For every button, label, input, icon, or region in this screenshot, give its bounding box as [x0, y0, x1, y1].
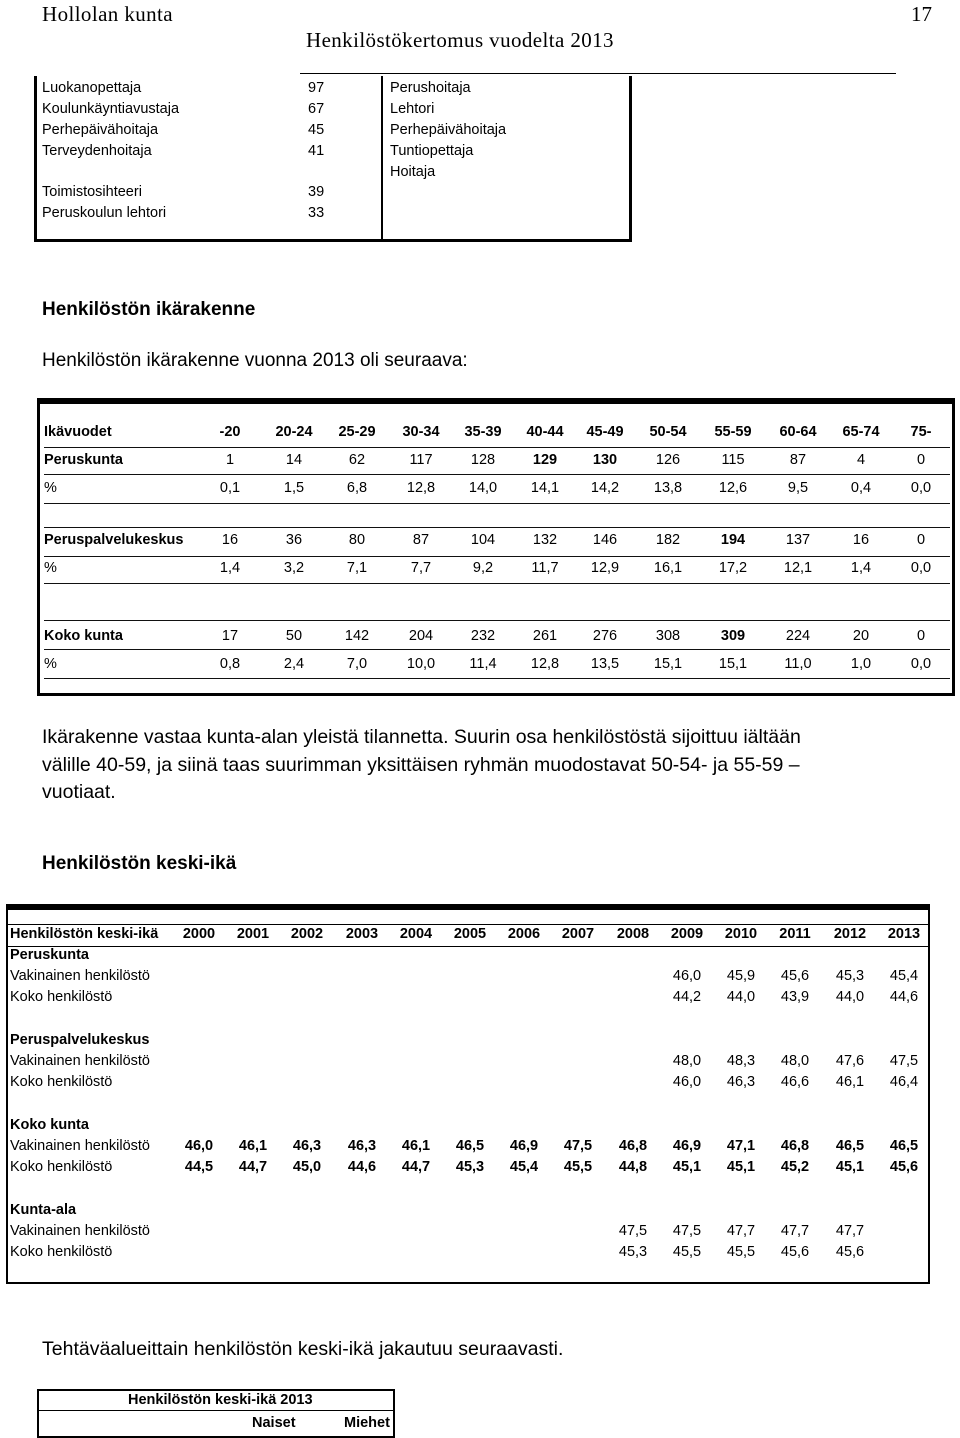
cell: 17: [221, 628, 239, 644]
cell: 45,4: [509, 1159, 539, 1175]
cell: 46,5: [835, 1138, 865, 1154]
mean-age-row: [10, 1074, 928, 1094]
cell: 25-29: [338, 424, 376, 440]
cell: 2009: [670, 926, 704, 942]
cell: 45,3: [835, 968, 865, 984]
cell: 11,4: [469, 656, 497, 672]
cell: 46,1: [238, 1138, 268, 1154]
cell: 44,6: [889, 989, 919, 1005]
cell: 13,8: [653, 480, 683, 496]
cell: 44,6: [347, 1159, 377, 1175]
cell: 44,0: [835, 989, 865, 1005]
cell: 14,1: [530, 480, 560, 496]
age-summary-line-2: välille 40-59, ja siinä taas suurimman yksittäisen ryhmän muodostavat 50-54- ja 55-59 –: [42, 754, 800, 776]
row-label: %: [44, 560, 57, 576]
cell: 45,6: [780, 1244, 810, 1260]
cell: 2012: [833, 926, 867, 942]
cell: 12,9: [590, 560, 620, 576]
cell: 44,2: [672, 989, 702, 1005]
row-label: Vakinainen henkilöstö: [10, 1223, 150, 1239]
cell: 1,5: [283, 480, 305, 496]
row-rule: [44, 583, 950, 584]
cell: 47,7: [726, 1223, 756, 1239]
row-rule: [44, 527, 950, 528]
cell: 45,5: [726, 1244, 756, 1260]
row-rule: [44, 474, 950, 475]
mean-age-row: [10, 1053, 928, 1073]
cell: 146: [592, 532, 618, 548]
cell: 45,5: [563, 1159, 593, 1175]
report-title: Henkilöstökertomus vuodelta 2013: [306, 28, 614, 52]
row-label: Peruskunta: [10, 947, 89, 963]
row-rule: [44, 447, 950, 448]
mean-age-row: [10, 1159, 928, 1179]
cell: 232: [470, 628, 496, 644]
cell: 308: [655, 628, 681, 644]
cell: 0,4: [850, 480, 872, 496]
cell: 48,0: [780, 1053, 810, 1069]
cell: 0,0: [910, 656, 932, 672]
page-number: 17: [911, 2, 932, 26]
cell: 46,3: [292, 1138, 322, 1154]
cell: 45,5: [672, 1244, 702, 1260]
cell: 45,1: [726, 1159, 756, 1175]
cell: 0,0: [910, 480, 932, 496]
cell: 2013: [887, 926, 921, 942]
header-rule: [8, 924, 928, 925]
cell: 40-44: [526, 424, 564, 440]
cell: 12,8: [530, 656, 560, 672]
cell: 0,0: [910, 560, 932, 576]
cell: 20: [852, 628, 870, 644]
job-title-right: Perhepäivähoitaja: [390, 122, 507, 138]
job-count: 39: [308, 184, 325, 200]
cell: 46,1: [835, 1074, 865, 1090]
age-pct-row: [44, 560, 950, 580]
cell: 104: [470, 532, 496, 548]
cell: 261: [532, 628, 558, 644]
cell: 15,1: [718, 656, 748, 672]
cell: 45,1: [835, 1159, 865, 1175]
row-label: Vakinainen henkilöstö: [10, 1053, 150, 1069]
cell: 46,3: [347, 1138, 377, 1154]
cell: 16: [221, 532, 239, 548]
cell: 20-24: [275, 424, 313, 440]
cell: 80: [348, 532, 366, 548]
age-count-row: [44, 452, 950, 472]
cell: 15,1: [653, 656, 683, 672]
cell: 46,9: [509, 1138, 539, 1154]
cell: 126: [655, 452, 681, 468]
cell: 3,2: [283, 560, 305, 576]
mean-age-group-row: [10, 1032, 928, 1052]
mean-age-2013-title: Henkilöstön keski-ikä 2013: [128, 1392, 313, 1408]
cell: 30-34: [402, 424, 440, 440]
cell: 46,0: [184, 1138, 214, 1154]
job-title: Toimistosihteeri: [42, 184, 142, 200]
cell: 45,6: [889, 1159, 919, 1175]
row-rule: [44, 556, 950, 557]
mean-age-table-top-border: [6, 904, 930, 910]
row-label: %: [44, 480, 57, 496]
cell: 46,9: [672, 1138, 702, 1154]
cell: 0,8: [219, 656, 241, 672]
cell: 2011: [779, 926, 811, 942]
col-men: Miehet: [344, 1415, 390, 1431]
cell: 11,7: [531, 560, 559, 576]
job-title-right: Lehtori: [390, 101, 435, 117]
row-rule: [44, 649, 950, 650]
cell: 47,7: [780, 1223, 810, 1239]
mean-age-group-row: [10, 1202, 928, 1222]
cell: 46,5: [455, 1138, 485, 1154]
cell: 14,0: [468, 480, 498, 496]
cell: 12,8: [406, 480, 436, 496]
cell: 132: [532, 532, 558, 548]
mean-age-header-row: [10, 926, 928, 946]
cell: 2008: [616, 926, 650, 942]
job-count: 97: [308, 80, 325, 96]
cell: 129: [532, 452, 558, 468]
cell: 47,5: [563, 1138, 593, 1154]
row-rule: [44, 503, 950, 504]
cell: 16,1: [653, 560, 683, 576]
cell: 0: [916, 628, 926, 644]
cell: 60-64: [779, 424, 817, 440]
cell: 47,6: [835, 1053, 865, 1069]
cell: 14: [285, 452, 303, 468]
cell: 46,0: [672, 1074, 702, 1090]
cell: -20: [219, 424, 241, 440]
header-rule: [300, 73, 896, 74]
job-title-right: Tuntiopettaja: [390, 143, 474, 159]
age-count-row: [44, 532, 950, 552]
cell: 1,0: [850, 656, 872, 672]
mean-age-heading: Henkilöstön keski-ikä: [42, 853, 237, 874]
cell: 87: [789, 452, 807, 468]
cell: 45,3: [618, 1244, 648, 1260]
job-title: Peruskoulun lehtori: [42, 205, 167, 221]
cell: 46,8: [618, 1138, 648, 1154]
cell: 4: [856, 452, 866, 468]
age-summary-line-3: vuotiaat.: [42, 781, 116, 803]
cell: 0: [916, 532, 926, 548]
cell: 10,0: [406, 656, 436, 672]
job-title: Luokanopettaja: [42, 80, 142, 96]
cell: 46,6: [780, 1074, 810, 1090]
row-label: Ikävuodet: [44, 424, 112, 440]
cell: 7,0: [346, 656, 368, 672]
cell: 115: [721, 452, 745, 468]
closing-text: Tehtäväalueittain henkilöstön keski-ikä jakautuu seuraavasti.: [42, 1338, 564, 1360]
cell: 309: [720, 628, 746, 644]
job-title-right: Hoitaja: [390, 164, 436, 180]
cell: 44,8: [618, 1159, 648, 1175]
mean-age-group-row: [10, 947, 928, 967]
row-label: Koko henkilöstö: [10, 989, 113, 1005]
cell: 9,2: [472, 560, 494, 576]
municipality-name: Hollolan kunta: [42, 2, 173, 26]
cell: 46,0: [672, 968, 702, 984]
col-women: Naiset: [252, 1415, 296, 1431]
age-pct-row: [44, 656, 950, 676]
cell: 13,5: [590, 656, 620, 672]
age-pct-row: [44, 480, 950, 500]
cell: 44,7: [401, 1159, 431, 1175]
row-label: Vakinainen henkilöstö: [10, 968, 150, 984]
cell: 182: [655, 532, 681, 548]
row-label: Peruspalvelukeskus: [10, 1032, 150, 1048]
cell: 224: [785, 628, 811, 644]
cell: 45,6: [780, 968, 810, 984]
cell: 2005: [453, 926, 487, 942]
cell: 43,9: [780, 989, 810, 1005]
row-label: Koko kunta: [10, 1117, 89, 1133]
row-label: Koko henkilöstö: [10, 1074, 113, 1090]
cell: 45,4: [889, 968, 919, 984]
cell: 9,5: [787, 480, 809, 496]
cell: 276: [592, 628, 618, 644]
row-label: Vakinainen henkilöstö: [10, 1138, 150, 1154]
row-label: Henkilöstön keski-ikä: [10, 926, 159, 942]
job-count: 41: [308, 143, 325, 159]
cell: 16: [852, 532, 870, 548]
cell: 47,5: [618, 1223, 648, 1239]
cell: 46,8: [780, 1138, 810, 1154]
cell: 130: [592, 452, 618, 468]
cell: 62: [348, 452, 366, 468]
row-label: Peruskunta: [44, 452, 123, 468]
row-rule: [44, 678, 950, 679]
cell: 45,6: [835, 1244, 865, 1260]
cell: 45,1: [672, 1159, 702, 1175]
cell: 45,0: [292, 1159, 322, 1175]
job-count: 45: [308, 122, 325, 138]
cell: 47,1: [726, 1138, 756, 1154]
cell: 137: [785, 532, 811, 548]
mean-age-row: [10, 1223, 928, 1243]
cell: 7,7: [410, 560, 432, 576]
mean-age-row: [10, 1138, 928, 1158]
age-summary-line-1: Ikärakenne vastaa kunta-alan yleistä tilannetta. Suurin osa henkilöstöstä sijoittuu iältään: [42, 726, 801, 748]
cell: 2003: [345, 926, 379, 942]
cell: 45,2: [780, 1159, 810, 1175]
age-count-row: [44, 628, 950, 648]
cell: 0: [916, 452, 926, 468]
cell: 50-54: [649, 424, 687, 440]
job-title: Perhepäivähoitaja: [42, 122, 159, 138]
cell: 87: [412, 532, 430, 548]
mean-age-2013-rule: [37, 1410, 395, 1411]
cell: 128: [470, 452, 496, 468]
cell: 1: [225, 452, 235, 468]
cell: 45,3: [455, 1159, 485, 1175]
cell: 44,0: [726, 989, 756, 1005]
cell: 47,7: [835, 1223, 865, 1239]
cell: 14,2: [590, 480, 620, 496]
cell: 44,7: [238, 1159, 268, 1175]
cell: 12,6: [718, 480, 748, 496]
cell: 47,5: [889, 1053, 919, 1069]
cell: 2000: [182, 926, 216, 942]
cell: 6,8: [346, 480, 368, 496]
job-count: 67: [308, 101, 325, 117]
cell: 45,9: [726, 968, 756, 984]
cell: 12,1: [783, 560, 813, 576]
cell: 1,4: [219, 560, 241, 576]
cell: 2007: [561, 926, 595, 942]
cell: 204: [408, 628, 434, 644]
cell: 46,5: [889, 1138, 919, 1154]
mean-age-row: [10, 989, 928, 1009]
cell: 48,0: [672, 1053, 702, 1069]
cell: 2002: [290, 926, 324, 942]
job-title-table-divider: [381, 76, 383, 242]
cell: 50: [285, 628, 303, 644]
cell: 45-49: [586, 424, 624, 440]
cell: 17,2: [718, 560, 748, 576]
row-label: Koko kunta: [44, 628, 123, 644]
mean-age-row: [10, 968, 928, 988]
cell: 2,4: [283, 656, 305, 672]
cell: 194: [720, 532, 746, 548]
age-structure-intro: Henkilöstön ikärakenne vuonna 2013 oli seuraava:: [42, 350, 468, 371]
cell: 46,1: [401, 1138, 431, 1154]
cell: 2010: [724, 926, 758, 942]
cell: 75-: [910, 424, 932, 440]
cell: 55-59: [714, 424, 752, 440]
cell: 44,5: [184, 1159, 214, 1175]
mean-age-group-row: [10, 1117, 928, 1137]
cell: 7,1: [346, 560, 368, 576]
row-label: %: [44, 656, 57, 672]
cell: 48,3: [726, 1053, 756, 1069]
row-label: Koko henkilöstö: [10, 1244, 113, 1260]
cell: 35-39: [464, 424, 502, 440]
row-label: Koko henkilöstö: [10, 1159, 113, 1175]
cell: 2006: [507, 926, 541, 942]
cell: 46,4: [889, 1074, 919, 1090]
cell: 117: [409, 452, 433, 468]
row-label: Kunta-ala: [10, 1202, 77, 1218]
job-count: 33: [308, 205, 325, 221]
age-header-row: [44, 424, 950, 444]
age-structure-heading: Henkilöstön ikärakenne: [42, 299, 256, 320]
cell: 36: [285, 532, 303, 548]
row-rule: [44, 620, 950, 621]
cell: 2004: [399, 926, 433, 942]
cell: 65-74: [842, 424, 880, 440]
cell: 1,4: [850, 560, 872, 576]
job-title: Koulunkäyntiavustaja: [42, 101, 180, 117]
cell: 46,3: [726, 1074, 756, 1090]
cell: 47,5: [672, 1223, 702, 1239]
cell: 142: [344, 628, 370, 644]
job-title: Terveydenhoitaja: [42, 143, 152, 159]
cell: 11,0: [784, 656, 812, 672]
job-title-right: Perushoitaja: [390, 80, 471, 96]
mean-age-row: [10, 1244, 928, 1264]
age-table-top-border: [37, 398, 955, 404]
row-label: Peruspalvelukeskus: [44, 532, 184, 548]
cell: 2001: [236, 926, 270, 942]
cell: 0,1: [219, 480, 241, 496]
